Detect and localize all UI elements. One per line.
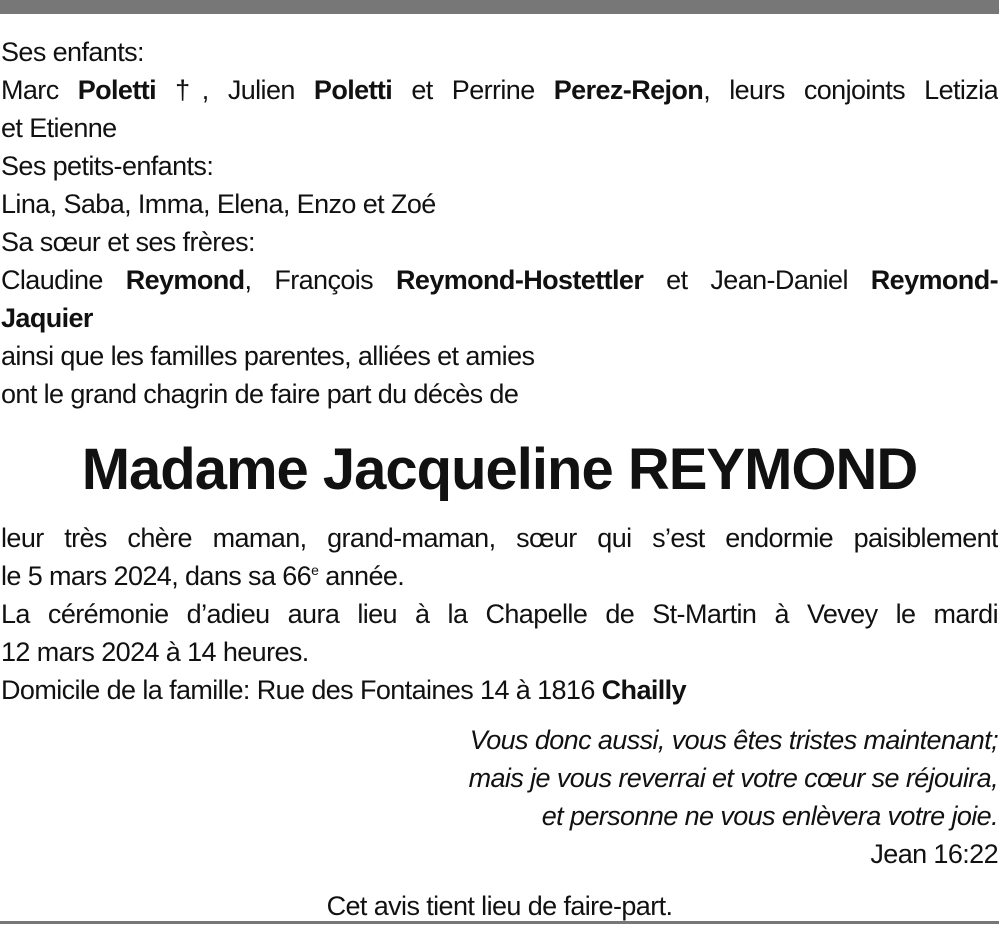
children-spouses: , leurs conjoints Letizia: [703, 75, 998, 105]
description-line-1: leur très chère maman, grand-maman, sœur qui s’est endormie paisiblement: [1, 523, 998, 553]
child-1-surname: Poletti: [77, 75, 157, 105]
deceased-name: Madame Jacqueline REYMOND: [81, 437, 918, 502]
verse-line: mais je vous reverrai et votre cœur se réjouira,: [468, 763, 998, 793]
extended-families: ainsi que les familles parentes, alliées et amies: [1, 341, 535, 371]
sibling-2-first-name: , François: [244, 265, 396, 295]
bible-verse: [1, 721, 998, 835]
child-3-first-name: et Perrine: [392, 75, 554, 105]
death-date-line: [1, 557, 998, 595]
ceremony-line-1: La cérémonie d’adieu aura lieu à la Chapelle de St-Martin à Vevey le mardi: [1, 599, 998, 629]
announcement-line: ont le grand chagrin de faire part du décès de: [1, 379, 519, 409]
sibling-1-first-name: Claudine: [1, 265, 103, 295]
grandchildren-names: Lina, Saba, Imma, Elena, Enzo et Zoé: [1, 189, 436, 219]
death-date-end: année.: [318, 561, 405, 591]
closing-note: Cet avis tient lieu de faire-part.: [326, 891, 673, 921]
sibling-1-surname: Reymond: [125, 265, 245, 295]
domicile-town: Chailly: [601, 675, 686, 705]
child-1-deceased-mark: †, Julien: [156, 75, 314, 105]
child-3-surname: Perez-Rejon: [553, 75, 704, 105]
children-line-2: et Etienne: [1, 113, 117, 143]
verse-line: et personne ne vous enlèvera votre joie.: [541, 801, 998, 831]
grandchildren-heading: Ses petits-enfants:: [1, 151, 214, 181]
domicile-line: [1, 671, 998, 709]
sibling-2-surname: Reymond-Hostettler: [396, 265, 644, 295]
sibling-3-surname-part-1: Reymond-: [870, 265, 998, 295]
siblings-line-1: [1, 261, 998, 299]
siblings-heading: Sa sœur et ses frères:: [1, 227, 255, 257]
children-heading: Ses enfants:: [1, 37, 144, 67]
siblings-line-2: [1, 299, 998, 337]
children-line-1: [1, 71, 998, 109]
top-rule: [0, 0, 999, 14]
verse-line: Vous donc aussi, vous êtes tristes maintenant;: [469, 725, 998, 755]
verse-reference: Jean 16:22: [870, 839, 998, 869]
sibling-3-surname-part-2: Jaquier: [1, 303, 93, 333]
ordinal-suffix: e: [311, 562, 319, 578]
obituary-notice: [1, 33, 998, 925]
domicile-address: Domicile de la famille: Rue des Fontaines 14 à 1816: [1, 675, 602, 705]
child-1-first-name: Marc: [1, 75, 59, 105]
bottom-rule: [0, 921, 999, 924]
death-date-text: le 5 mars 2024, dans sa 66: [1, 561, 312, 591]
child-2-surname: Poletti: [313, 75, 393, 105]
ceremony-line-2: 12 mars 2024 à 14 heures.: [1, 637, 309, 667]
sibling-3-first-name: et Jean-Daniel: [643, 265, 871, 295]
